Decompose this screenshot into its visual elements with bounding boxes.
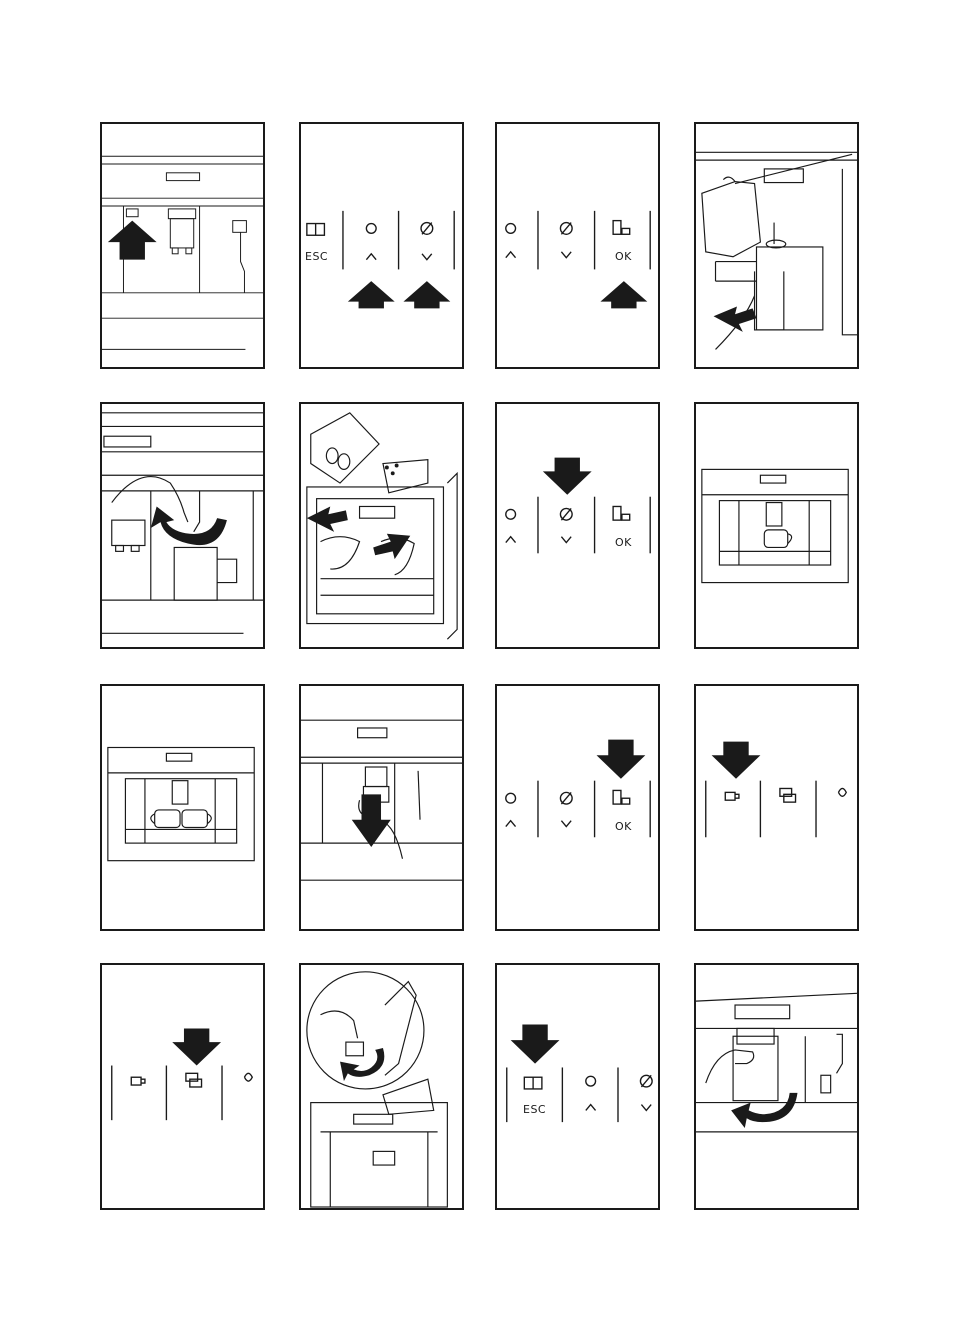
light-icon xyxy=(506,793,516,803)
arrow-right-icon xyxy=(373,534,410,559)
cup-right xyxy=(182,810,207,828)
cup-left xyxy=(155,810,180,828)
arrow-up-icon xyxy=(600,281,647,308)
panel-6-pour-beans xyxy=(299,402,464,649)
brew-unit xyxy=(733,1036,778,1100)
rotate-arrow-icon xyxy=(340,1048,384,1081)
panel-12-select-single-cup xyxy=(694,684,859,931)
cup xyxy=(174,547,217,600)
panel-14-grinder-adjust xyxy=(299,963,464,1210)
dispenser-icon xyxy=(613,790,621,804)
light-icon xyxy=(586,1076,596,1086)
light-icon xyxy=(506,224,516,234)
arrow-down-icon xyxy=(172,1028,221,1065)
panel-7-select-bean-down xyxy=(495,402,660,649)
arrow-up-icon xyxy=(403,281,450,308)
dispenser-icon xyxy=(613,221,621,235)
ok-label: OK xyxy=(615,250,632,263)
arrow-left-icon xyxy=(307,506,348,531)
panel-4-fill-water-tank xyxy=(694,122,859,369)
steam-icon xyxy=(244,1073,252,1081)
steam-icon xyxy=(838,788,846,796)
esc-label: ESC xyxy=(305,250,329,263)
dispenser-icon xyxy=(613,506,621,520)
pitcher xyxy=(702,182,761,257)
panel-10-pull-spout-down xyxy=(299,684,464,931)
panel-15-press-esc xyxy=(495,963,660,1210)
rotate-arrow-icon xyxy=(151,506,227,545)
arrow-down-icon xyxy=(597,740,646,779)
single-cup-icon xyxy=(725,792,735,800)
arrow-down-icon xyxy=(511,1025,560,1064)
light-icon xyxy=(506,509,516,519)
panel-1-machine-front xyxy=(100,122,265,369)
machine-front-illustration xyxy=(102,124,263,367)
bean-bag xyxy=(311,413,379,483)
panel-8-machine-with-cup xyxy=(694,402,859,649)
cup xyxy=(764,530,787,548)
light-icon xyxy=(366,224,376,234)
esc-label: ESC xyxy=(523,1103,547,1116)
panel-16-remove-brew-unit xyxy=(694,963,859,1210)
arrow-up-icon xyxy=(348,281,395,308)
panel-9-machine-two-cups xyxy=(100,684,265,931)
ok-label: OK xyxy=(615,820,632,833)
arrow-down-icon xyxy=(712,742,761,779)
panel-11-press-ok xyxy=(495,684,660,931)
panel-13-select-double-cup xyxy=(100,963,265,1210)
panel-5-rotate-spout xyxy=(100,402,265,649)
double-cup-icon xyxy=(780,788,792,796)
panel-2-control-esc-up-down xyxy=(299,122,464,369)
ok-label: OK xyxy=(615,536,632,549)
arrow-down-icon xyxy=(543,458,592,495)
rotate-arrow-icon xyxy=(731,1093,797,1128)
panel-3-control-up-down-ok xyxy=(495,122,660,369)
single-cup-icon xyxy=(131,1077,141,1085)
double-cup-icon xyxy=(186,1073,198,1081)
arrow-up-icon xyxy=(108,221,157,260)
